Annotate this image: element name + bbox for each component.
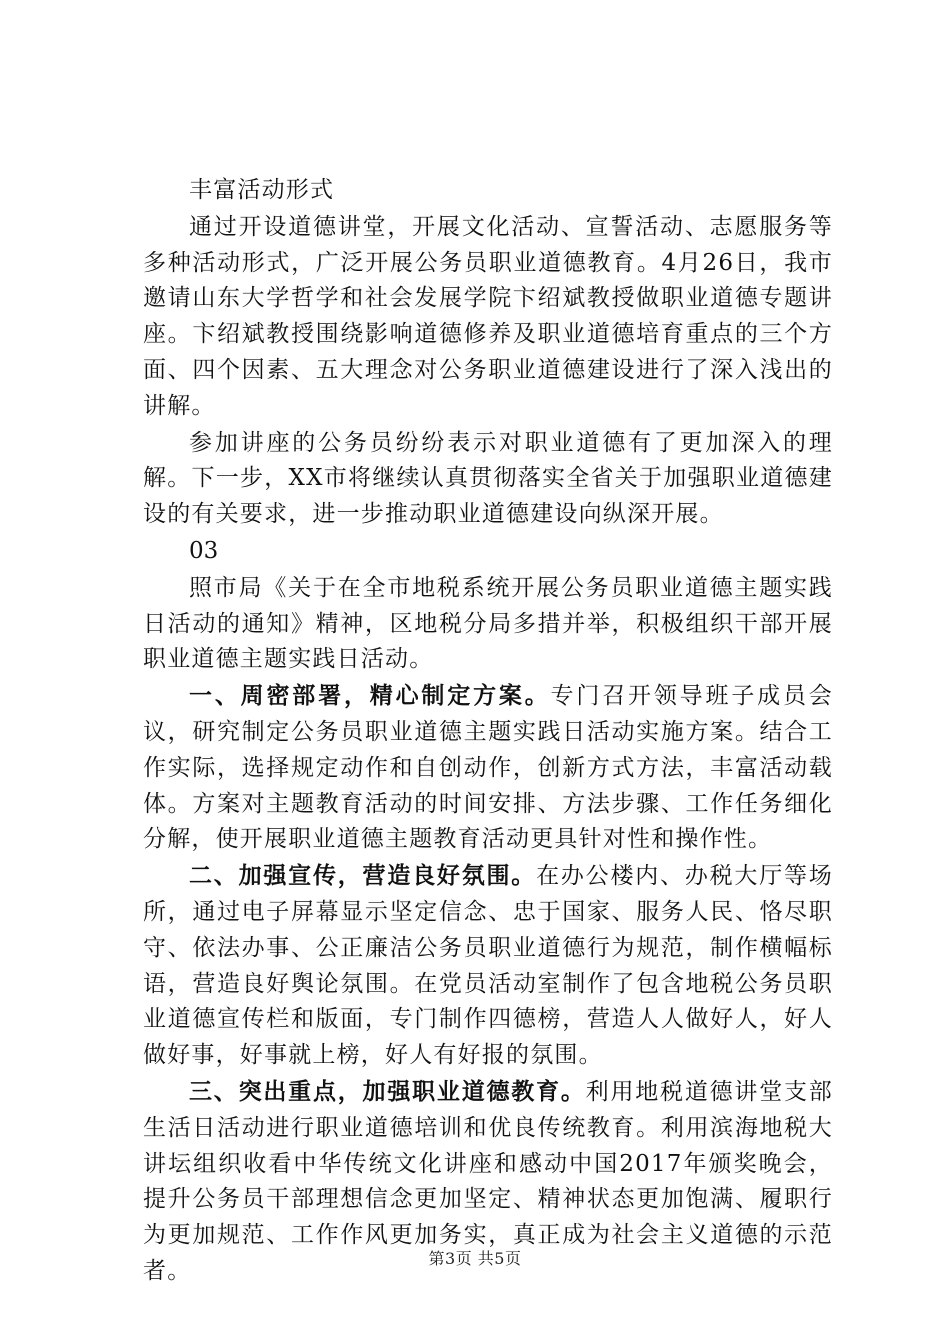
paragraph-text: 通过开设道德讲堂，开展文化活动、宣誓活动、志愿服务等多种活动形式，广泛开展公务员职业道德教育。4月26日，我市邀请山东大学哲学和社会发展学院卞绍斌教授做职业道德专题讲座。卞绍斌教授围绕影响道德修养及职业道德培育重点的三个方面、四个因素、五大理念对公务职业道德建设进行了深入浅出的讲解。: [143, 213, 833, 419]
paragraph: [143, 678, 833, 858]
paragraph: [143, 570, 833, 678]
page-footer: [0, 1246, 950, 1269]
paragraph-text: 参加讲座的公务员纷纷表示对职业道德有了更加深入的理解。下一步，XX市将继续认真贯彻落实全省关于加强职业道德建设的有关要求，进一步推动职业道德建设向纵深开展。: [143, 429, 833, 528]
page-number-label: 第3页 共5页: [428, 1249, 522, 1268]
paragraph: [143, 858, 833, 1074]
paragraph-text: 在办公楼内、办税大厅等场所，通过电子屏幕显示坚定信念、忠于国家、服务人民、恪尽职守、依法办事、公正廉洁公务员职业道德行为规范，制作横幅标语，营造良好舆论氛围。在党员活动室制作了包含地税公务员职业道德宣传栏和版面，专门制作四德榜，营造人人做好人，好人做好事，好事就上榜，好人有好报的氛围。: [143, 863, 833, 1069]
paragraph-lead: 一、周密部署，精心制定方案。: [189, 682, 551, 710]
paragraph-lead: 三、突出重点，加强职业道德教育。: [189, 1077, 586, 1105]
document-body: [143, 172, 833, 1290]
paragraph: [143, 209, 833, 425]
paragraph-text: 03: [189, 537, 219, 564]
paragraph-text: 照市局《关于在全市地税系统开展公务员职业道德主题实践日活动的通知》精神，区地税分局多措并举，积极组织干部开展职业道德主题实践日活动。: [143, 574, 833, 673]
paragraph-text: 专门召开领导班子成员会议，研究制定公务员职业道德主题实践日活动实施方案。结合工作实际，选择规定动作和自创动作，创新方式方法，丰富活动载体。方案对主题教育活动的时间安排、方法步骤、工作任务细化分解，使开展职业道德主题教育活动更具针对性和操作性。: [143, 683, 833, 853]
paragraph-text: 利用地税道德讲堂支部生活日活动进行职业道德培训和优良传统教育。利用滨海地税大讲坛组织收看中华传统文化讲座和感动中国2017年颁奖晚会，提升公务员干部理想信念更加坚定、精神状态更加饱满、履职行为更加规范、工作作风更加务实，真正成为社会主义道德的示范者。: [143, 1078, 833, 1284]
paragraph-lead: 二、加强宣传，营造良好氛围。: [189, 862, 537, 890]
paragraph-text: 丰富活动形式: [189, 177, 335, 203]
section-number: [143, 533, 833, 570]
section-heading: [143, 172, 833, 209]
paragraph: [143, 425, 833, 533]
